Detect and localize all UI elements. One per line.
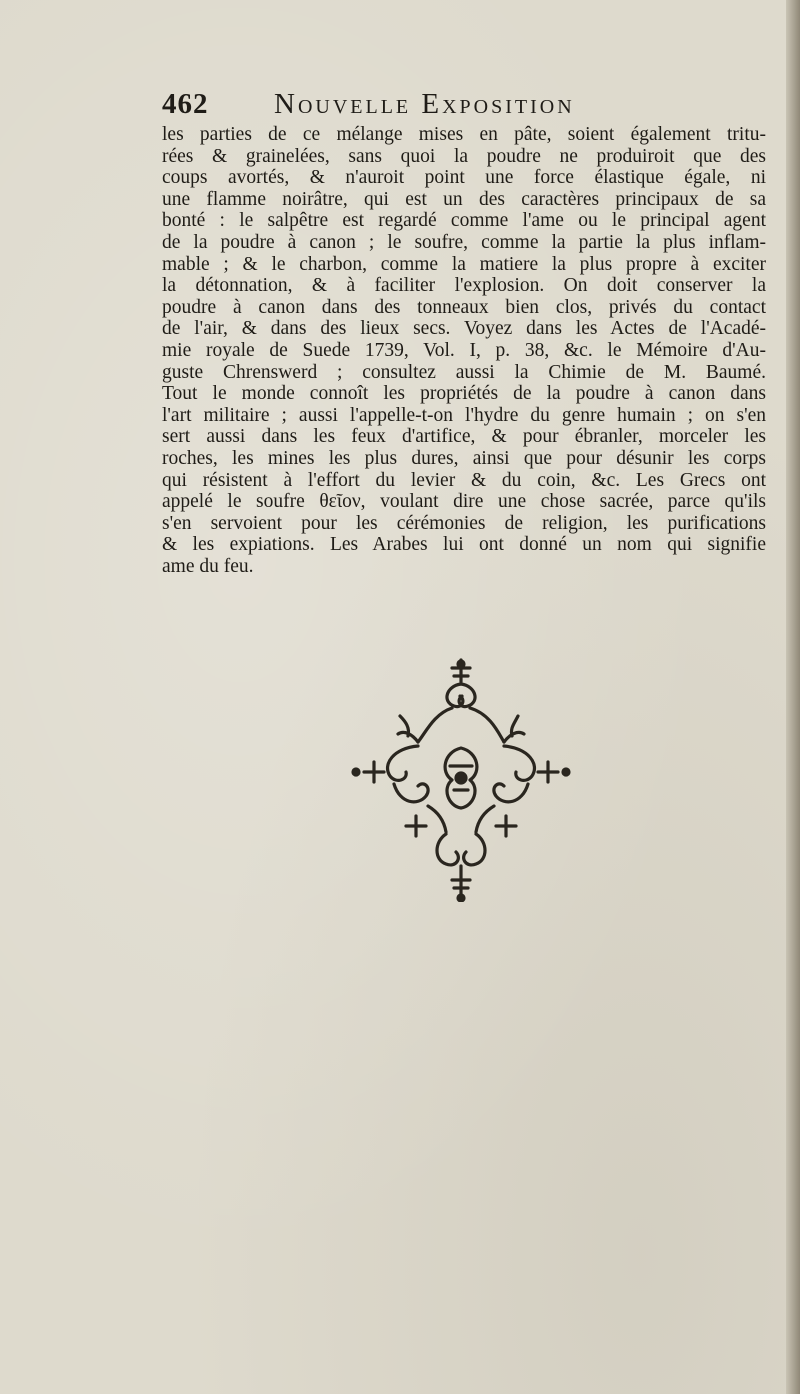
text-line: la détonnation, & à faciliter l'explosion. On doit conserver la bbox=[162, 275, 766, 297]
text-line: ame du feu. bbox=[162, 555, 254, 577]
text-line: appelé le soufre θεῖον, voulant dire une chose sacrée, parce qu'ils bbox=[162, 491, 766, 513]
text-line: coups avortés, & n'auroit point une force élastique égale, ni bbox=[162, 167, 766, 189]
text-line: de l'air, & dans des lieux secs. Voyez dans les Actes de l'Acadé- bbox=[162, 318, 766, 340]
page-number: 462 bbox=[162, 88, 209, 120]
text-line: mie royale de Suede 1739, Vol. I, p. 38, &c. le Mémoire d'Au- bbox=[162, 339, 766, 361]
text-line: poudre à canon dans des tonneaux bien clos, privés du contact bbox=[162, 296, 766, 318]
text-line: l'art militaire ; aussi l'appelle-t-on l'hydre du genre humain ; on s'en bbox=[162, 404, 766, 426]
text-line: Tout le monde connoît les propriétés de la poudre à canon dans bbox=[162, 383, 766, 405]
text-line: s'en servoient pour les cérémonies de religion, les purifications bbox=[162, 512, 766, 534]
text-line: roches, les mines les plus dures, ainsi que pour désunir les corps bbox=[162, 447, 766, 469]
fleuron-ornament-icon bbox=[334, 656, 588, 902]
text-line: qui résistent à l'effort du levier & du coin, &c. Les Grecs ont bbox=[162, 469, 766, 491]
text-line: une flamme noirâtre, qui est un des caractères principaux de sa bbox=[162, 188, 766, 210]
text-line: de la poudre à canon ; le soufre, comme la partie la plus inflam- bbox=[162, 231, 766, 253]
page-header bbox=[162, 86, 782, 126]
text-line: rées & grainelées, sans quoi la poudre ne produiroit que des bbox=[162, 145, 766, 167]
text-line: bonté : le salpêtre est regardé comme l'ame ou le principal agent bbox=[162, 210, 766, 232]
page-gutter-edge bbox=[786, 0, 800, 1394]
body-text bbox=[162, 124, 766, 577]
running-head: Nouvelle Exposition bbox=[274, 88, 575, 120]
text-line: & les expiations. Les Arabes lui ont donné un nom qui signifie bbox=[162, 534, 766, 556]
text-line: les parties de ce mélange mises en pâte, soient également tritu- bbox=[162, 124, 766, 145]
text-line: sert aussi dans les feux d'artifice, & pour ébranler, morceler les bbox=[162, 426, 766, 448]
text-line: mable ; & le charbon, comme la matiere la plus propre à exciter bbox=[162, 253, 766, 275]
text-line: guste Chrenswerd ; consultez aussi la Chimie de M. Baumé. bbox=[162, 361, 766, 383]
